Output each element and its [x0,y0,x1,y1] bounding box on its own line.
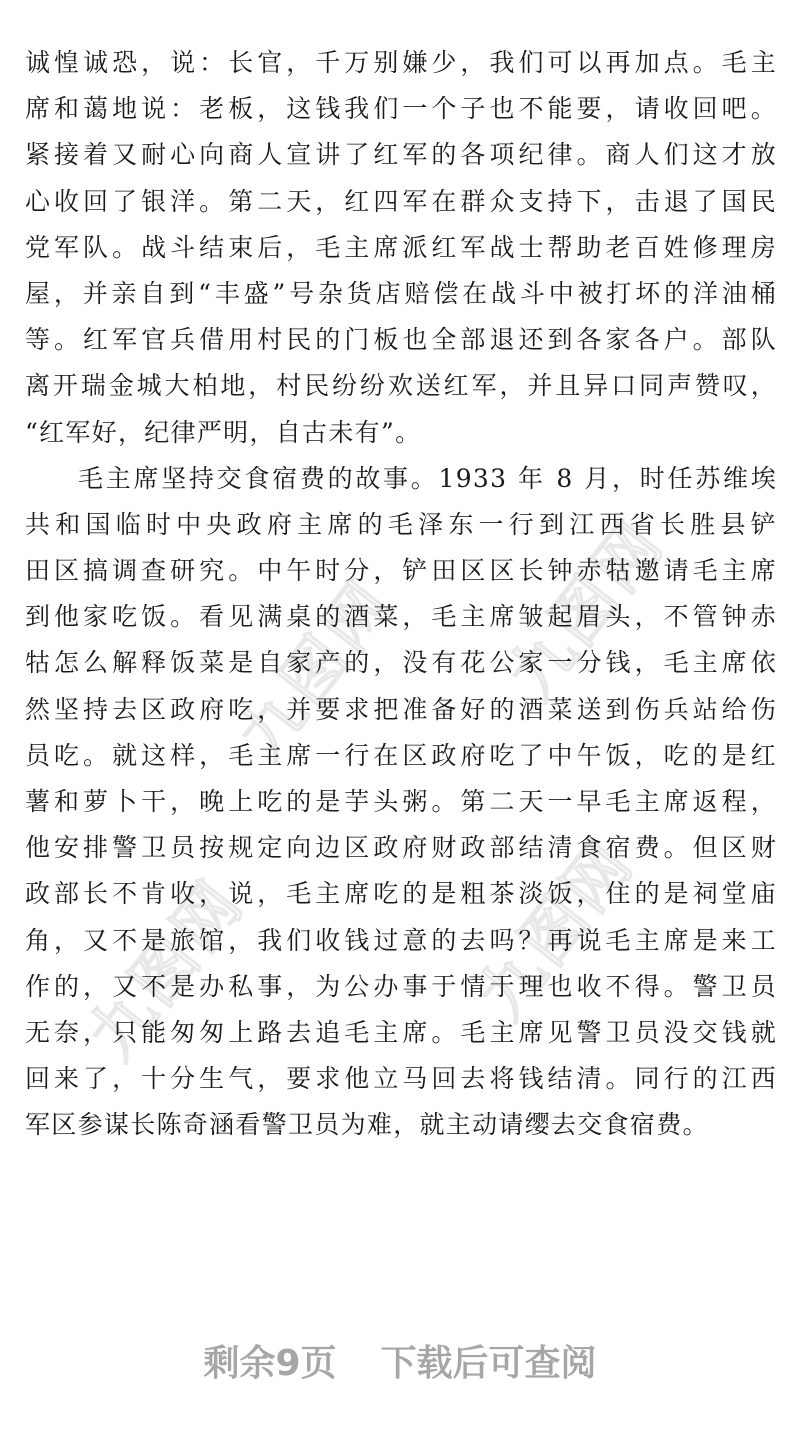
watermark: 九图网 [494,506,679,713]
watermark: 九图网 [74,866,259,1073]
text-line: “红军好，纪律严明，自古未有”。 [25,417,422,447]
text-line: 作的，又不是办私事，为公办事于情于理也收不得。警卫员 [25,971,777,1001]
text-line: 牯怎么解释饭菜是自家产的，没有花公家一分钱，毛主席依 [25,648,777,678]
text-line: 他安排警卫员按规定向边区政府财政部结清食宿费。但区财 [25,833,777,863]
text-line: 党军队。战斗结束后，毛主席派红军战士帮助老百姓修理房 [25,232,777,262]
text-line: 毛主席坚持交食宿费的故事。1933 年 8 月，时任苏维埃 [78,463,777,493]
text-line: 到他家吃饭。看见满桌的酒菜，毛主席皱起眉头，不管钟赤 [25,602,777,632]
text-line: 员吃。就这样，毛主席一行在区政府吃了中午饭，吃的是红 [25,740,777,770]
text-line: 席和蔼地说：老板，这钱我们一个子也不能要，请收回吧。 [25,94,777,124]
text-line: 诚惶诚恐，说：长官，千万别嫌少，我们可以再加点。毛主 [25,48,777,77]
text-line: 田区搞调查研究。中午时分，铲田区区长钟赤牯邀请毛主席 [25,556,777,586]
text-line: 军区参谋长陈奇涵看警卫员为难，就主动请缨去交食宿费。 [25,1110,709,1140]
watermark: 九图网 [224,566,409,773]
text-line: 紧接着又耐心向商人宣讲了红军的各项纪律。商人们这才放 [25,140,777,170]
text-line: 等。红军官兵借用村民的门板也全部退还到各家各户。部队 [25,325,777,355]
text-line: 薯和萝卜干，晚上吃的是芋头粥。第二天一早毛主席返程， [25,787,777,816]
text-line: 离开瑞金城大柏地，村民纷纷欢送红军，并且异口同声赞叹， [25,371,777,401]
document-body [25,40,777,1149]
text-line: 共和国临时中央政府主席的毛泽东一行到江西省长胜县铲 [25,509,777,539]
paragraph [25,40,777,456]
text-line: 政部长不肯收，说，毛主席吃的是粗茶淡饭，住的是祠堂庙 [25,879,777,909]
paragraph [25,456,777,1149]
watermark: 九图网 [464,826,649,1033]
text-line: 屋，并亲自到“丰盛”号杂货店赔偿在战斗中被打坏的洋油桶 [25,278,777,308]
text-line: 无奈，只能匆匆上路去追毛主席。毛主席见警卫员没交钱就 [25,1017,777,1047]
text-line: 然坚持去区政府吃，并要求把准备好的酒菜送到伤兵站给伤 [25,694,777,724]
text-line: 角，又不是旅馆，我们收钱过意的去吗？再说毛主席是来工 [25,925,777,955]
download-hint-label: 下载后可查阅 [380,1343,597,1384]
text-line: 心收回了银洋。第二天，红四军在群众支持下，击退了国民 [25,186,777,216]
remaining-pages-label: 剩余9页 [203,1343,337,1384]
text-line: 回来了，十分生气，要求他立马回去将钱结清。同行的江西 [25,1064,777,1094]
download-prompt-banner[interactable] [0,1335,800,1386]
